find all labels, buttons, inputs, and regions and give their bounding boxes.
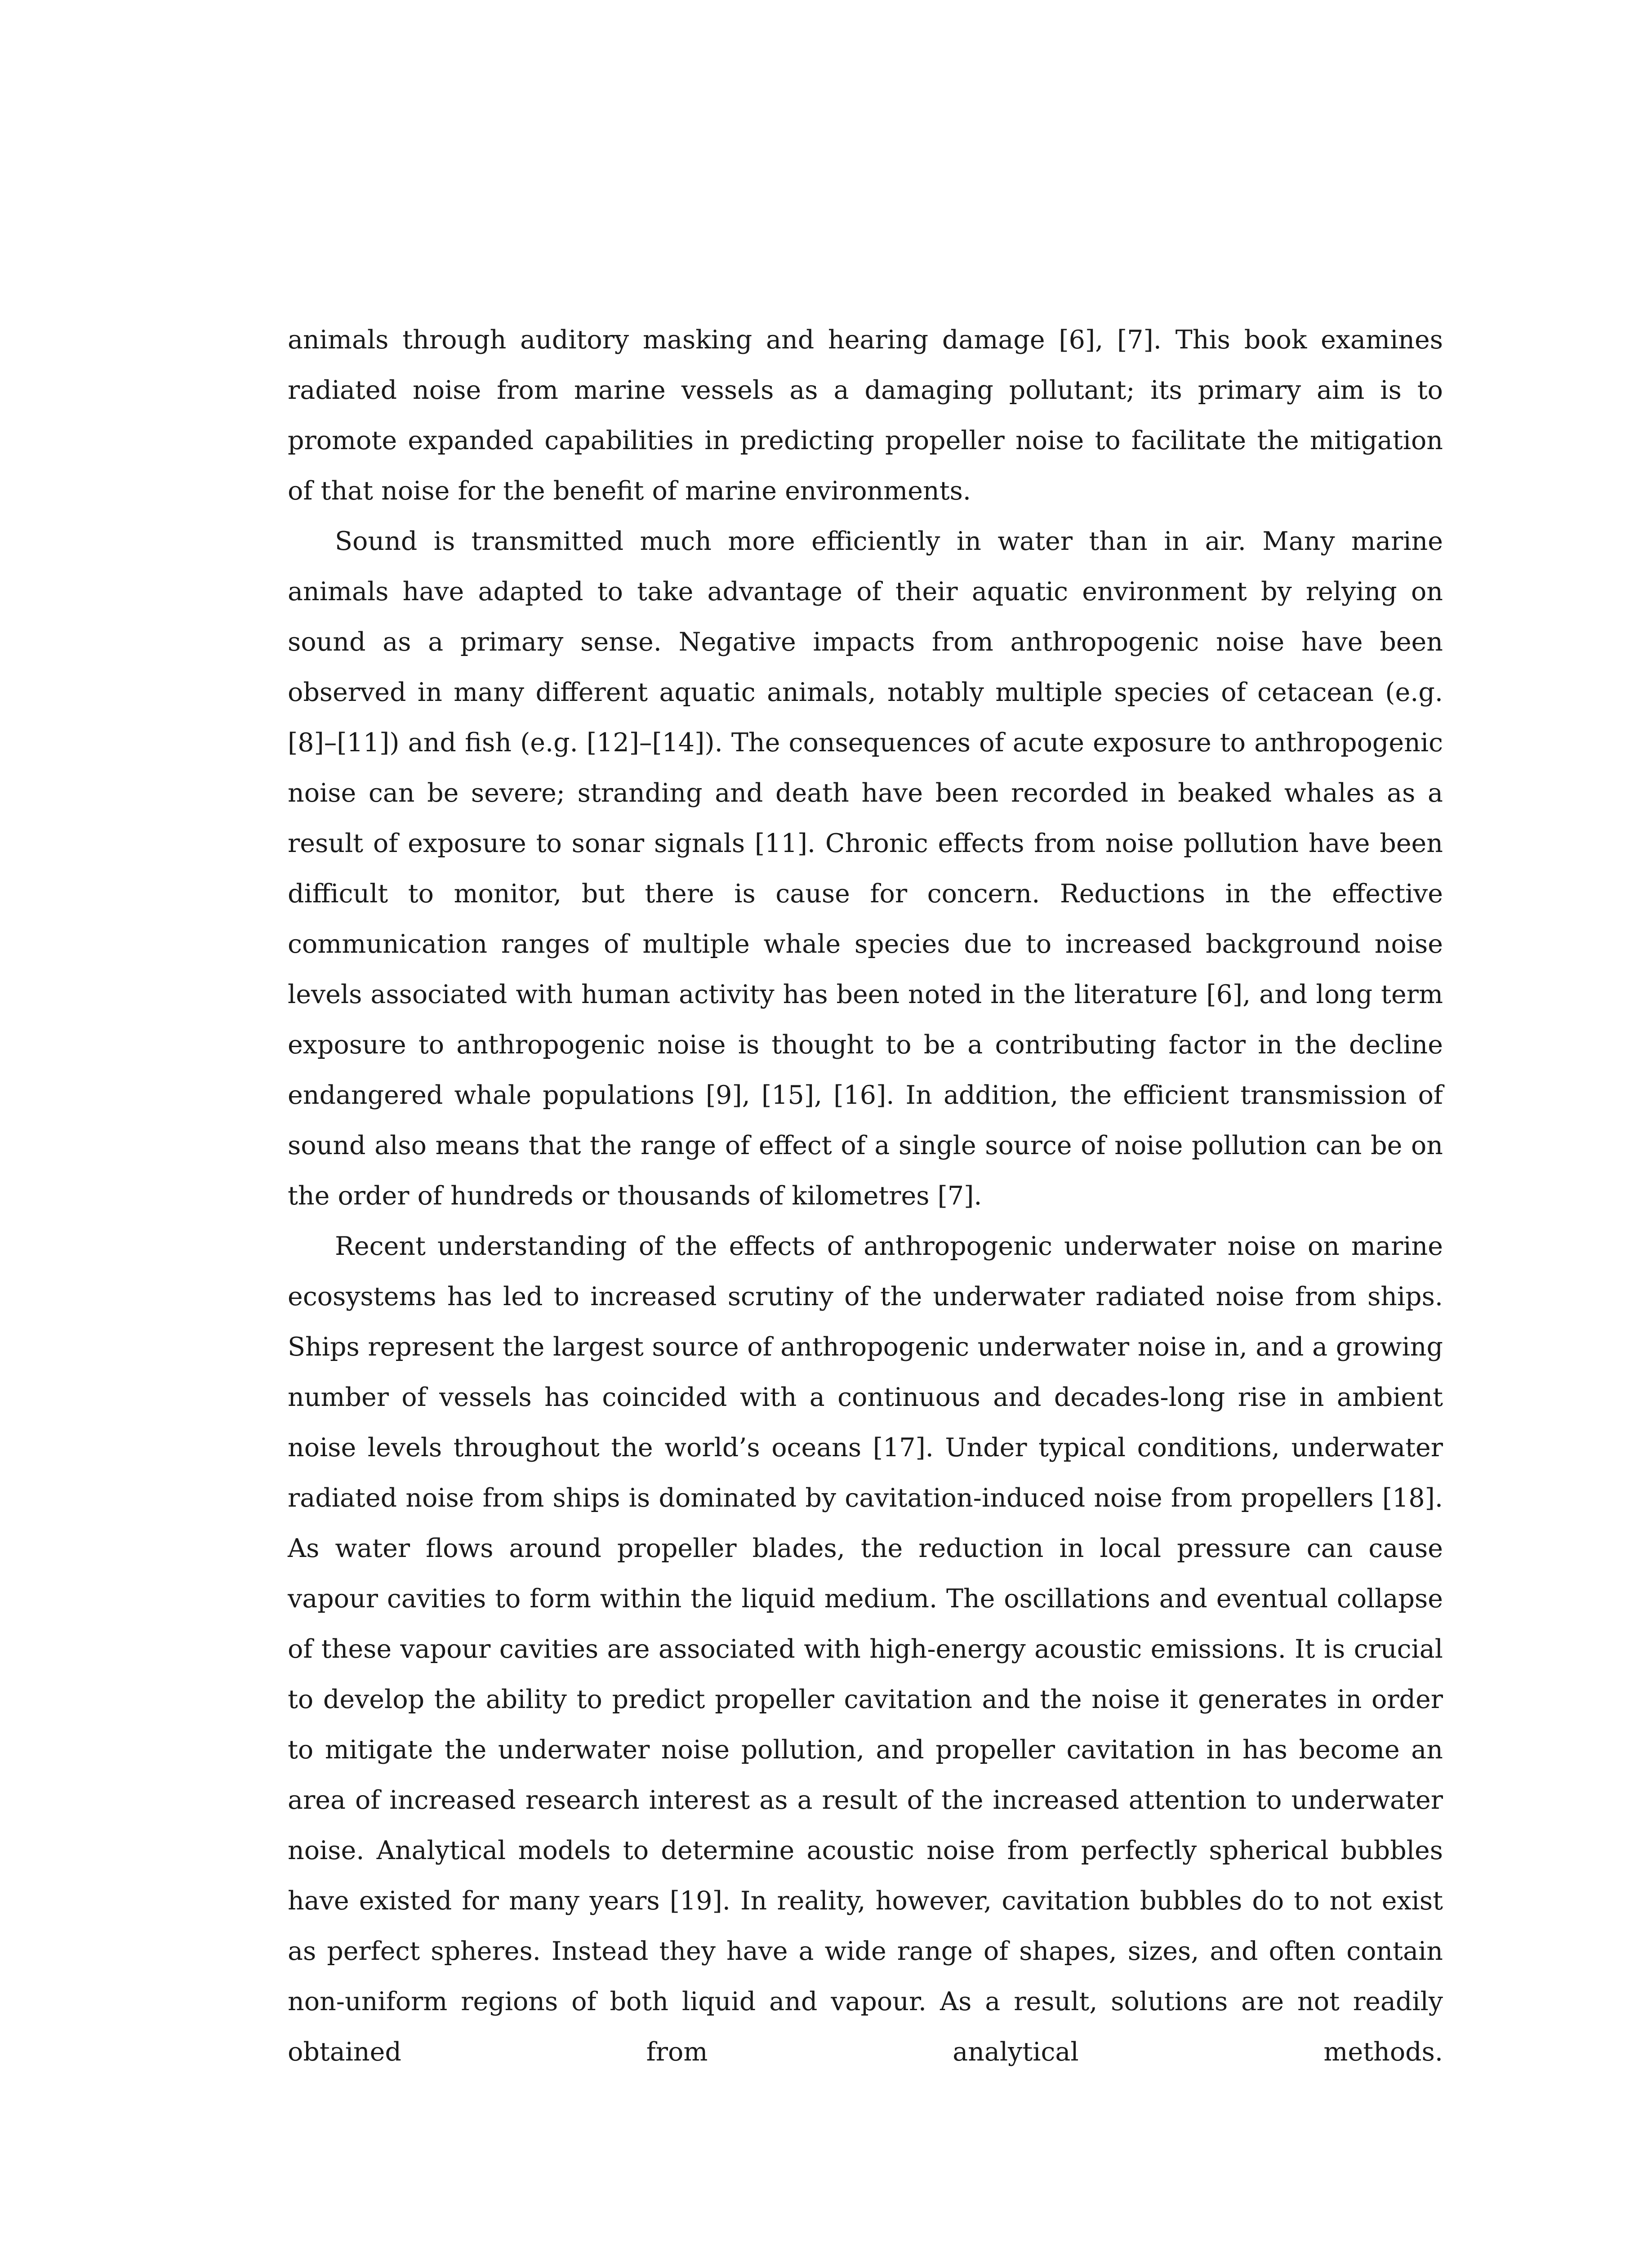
paragraph-sound-transmission: Sound is transmitted much more efficiently in water than in air. Many marine animals have adapted to take advantage of their aquatic environment by relying on sound as a primary sense. Negative impacts from anthropogenic noise have been observed in many different aquatic animals, notably multiple species of cetacean (e.g. [8]–[11]) and fish (e.g. [12]–[14]). The consequences of acute exposure to anthropogenic noise can be severe; stranding and death have been recorded in beaked whales as a result of exposure to sonar signals [11]. Chronic effects from noise pollution have been difficult to monitor, but there is cause for concern. Reductions in the effective communication ranges of multiple whale species due to increased background noise levels associated with human activity has been noted in the literature [6], and long term exposure to anthropogenic noise is thought to be a contributing factor in the decline endangered whale populations [9], [15], [16]. In addition, the efficient transmission of sound also means that the range of effect of a single source of noise pollution can be on the order of hundreds or thousands of kilometres [7].	[288, 526, 1443, 1211]
body-text	[288, 315, 1443, 2077]
paragraph-propeller-cavitation: Recent understanding of the effects of anthropogenic underwater noise on marine ecosystems has led to increased scrutiny of the underwater radiated noise from ships. Ships represent the largest source of anthropogenic underwater noise in, and a growing number of vessels has coincided with a continuous and decades-long rise in ambient noise levels throughout the world’s oceans [17]. Under typical conditions, underwater radiated noise from ships is dominated by cavitation-induced noise from propellers [18]. As water flows around propeller blades, the reduction in local pressure can cause vapour cavities to form within the liquid medium. The oscillations and eventual collapse of these vapour cavities are associated with high-energy acoustic emissions. It is crucial to develop the ability to predict propeller cavitation and the noise it generates in order to mitigate the underwater noise pollution, and propeller cavitation in has become an area of increased research interest as a result of the increased attention to underwater noise. Analytical models to determine acoustic noise from perfectly spherical bubbles have existed for many years [19]. In reality, however, cavitation bubbles do to not exist as perfect spheres. Instead they have a wide range of shapes, sizes, and often contain non-uniform regions of both liquid and vapour. As a result, solutions are not readily obtained from analytical methods.	[288, 1231, 1443, 2067]
paragraph-continuation: animals through auditory masking and hearing damage [6], [7]. This book examines radiated noise from marine vessels as a damaging pollutant; its primary aim is to promote expanded capabilities in predicting propeller noise to facilitate the mitigation of that noise for the benefit of marine environments.	[288, 325, 1443, 506]
